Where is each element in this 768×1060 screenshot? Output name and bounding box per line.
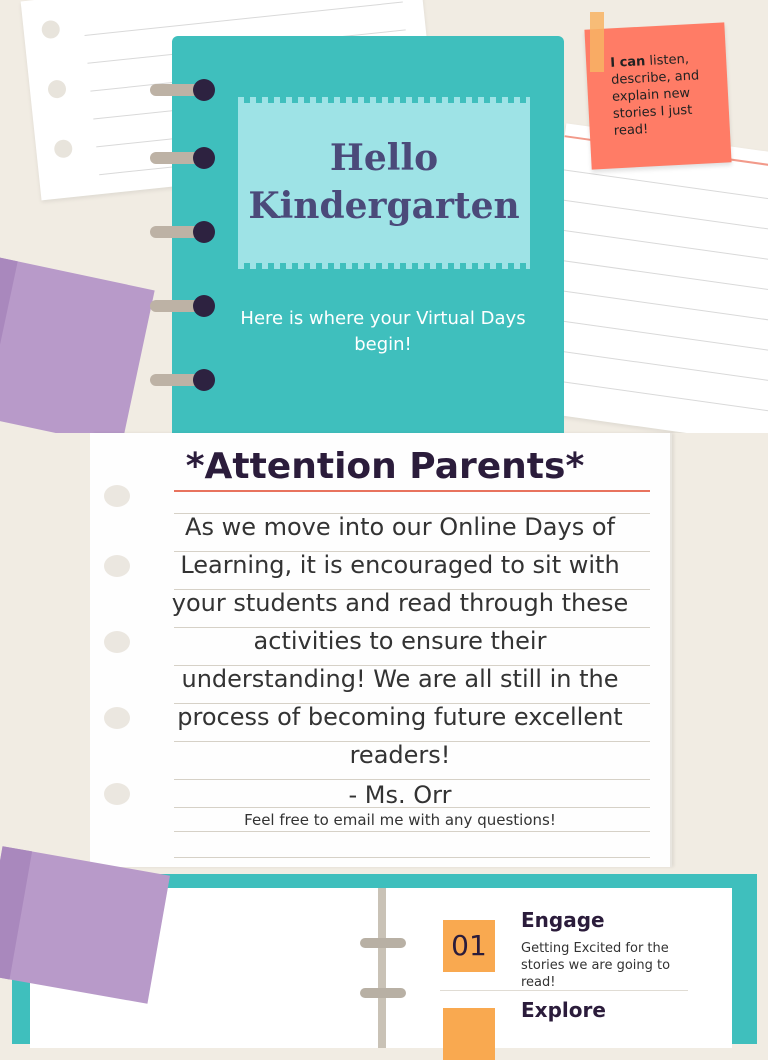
- paper-line: [84, 2, 402, 36]
- step-description-engage: Getting Excited for the stories we are going to read!: [521, 941, 671, 990]
- spiral-hole: [193, 295, 215, 317]
- purple-folder-bottom: [0, 846, 170, 1004]
- paper-line: [174, 831, 650, 832]
- sticky-note-bold: I can: [609, 54, 646, 71]
- paper-line: [560, 169, 768, 206]
- paper-line: [531, 377, 768, 414]
- paper-hole: [104, 555, 130, 577]
- paper-hole: [104, 485, 130, 507]
- paper-line: [556, 199, 768, 236]
- paper-hole: [41, 20, 61, 40]
- paper-line: [535, 347, 768, 384]
- step-number-02: [443, 1008, 495, 1060]
- paper-line: [174, 857, 650, 858]
- parents-message: As we move into our Online Days of Learning, it is encouraged to sit with your students and read through these activities to ensure their understanding! We are all still in the process of becoming future excellent readers!: [171, 513, 629, 769]
- paper-hole: [104, 783, 130, 805]
- sticky-note-text: [610, 49, 724, 140]
- spiral-hole: [193, 79, 215, 101]
- paper-hole: [104, 707, 130, 729]
- paper-line: [547, 258, 768, 295]
- sticky-note-rest: listen, describe, and explain new stories I just read!: [610, 51, 700, 139]
- hero-subtitle: Here is where your Virtual Days begin!: [240, 308, 526, 355]
- spiral-hole: [193, 147, 215, 169]
- planner-spine: [378, 888, 386, 1048]
- email-note: Feel free to email me with any questions!: [244, 811, 556, 829]
- paper-line: [543, 288, 768, 325]
- planner-ring: [360, 938, 406, 948]
- tape-strip: [590, 12, 604, 72]
- spiral-hole: [193, 369, 215, 391]
- step-divider: [440, 990, 688, 991]
- step-title-explore: Explore: [521, 998, 606, 1022]
- folder-fold: [0, 253, 18, 418]
- paper-hole: [53, 139, 73, 159]
- spiral-hole: [193, 221, 215, 243]
- paper-hole: [47, 79, 67, 99]
- planner-ring: [360, 988, 406, 998]
- page-title: [238, 134, 530, 230]
- step-number-01: 01: [443, 920, 495, 972]
- title-line-hello: Hello: [329, 137, 439, 179]
- attention-heading: *Attention Parents*: [185, 446, 585, 487]
- paper-line: [539, 317, 768, 354]
- folder-fold: [0, 846, 32, 979]
- paper-line: [552, 228, 768, 265]
- paper-hole: [104, 631, 130, 653]
- signature: - Ms. Orr: [348, 781, 452, 809]
- purple-folder-top: [0, 253, 155, 447]
- step-title-engage: Engage: [521, 908, 605, 932]
- title-line-kindergarten: Kindergarten: [248, 185, 520, 227]
